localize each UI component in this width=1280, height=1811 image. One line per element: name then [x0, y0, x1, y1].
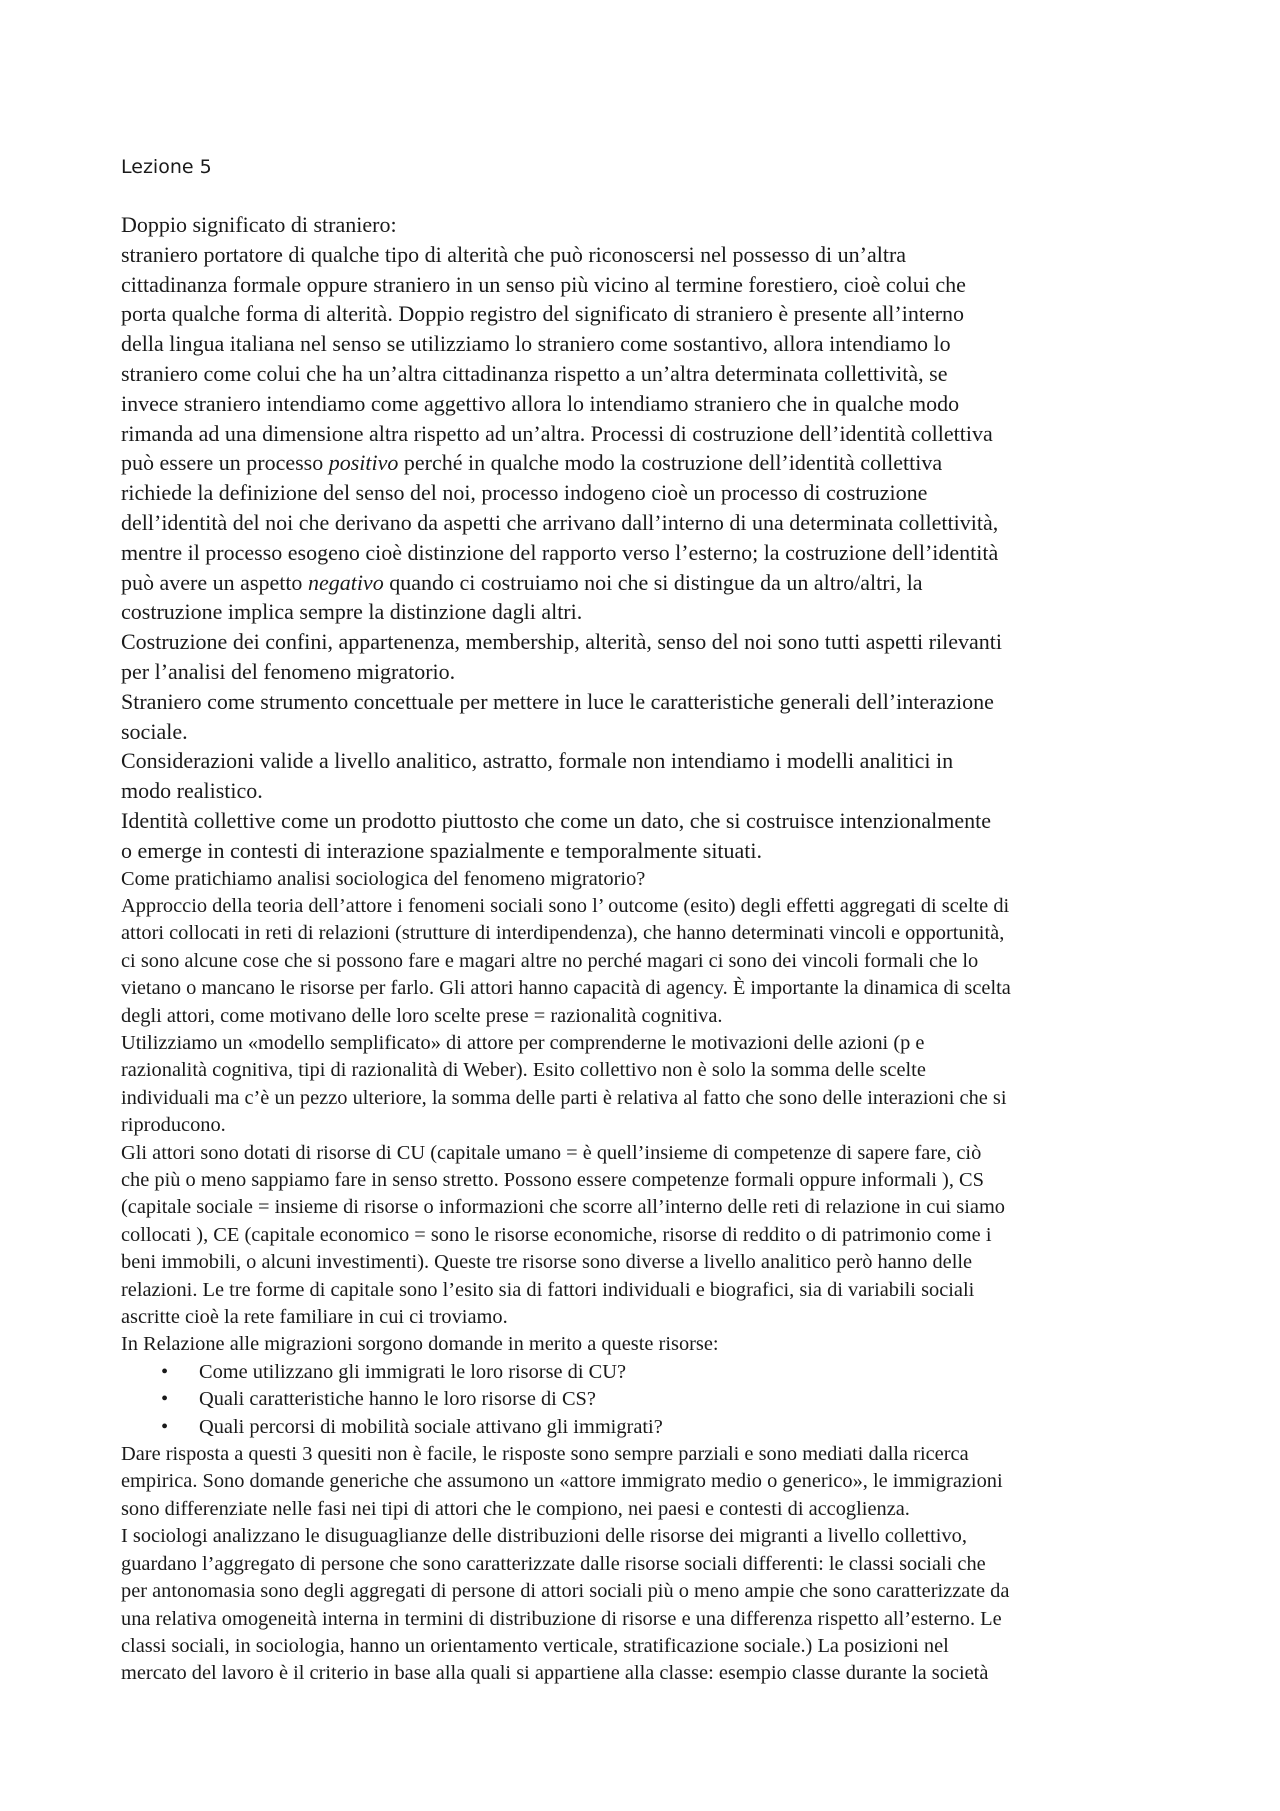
paragraph-teoria-attore — [121, 893, 1181, 1030]
text-fragment: può avere un aspetto — [121, 569, 308, 595]
text-line: relazioni. Le tre forme di capitale sono l’esito sia di fattori individuali e biografici, sia di variabili sociali — [121, 1278, 975, 1301]
text-line — [121, 568, 1181, 598]
text-fragment: perché in qualche modo la costruzione dell’identità collettiva — [398, 450, 943, 476]
paragraph-identita-collettive — [121, 806, 1181, 866]
section-heading: Doppio significato di straniero: — [121, 212, 397, 237]
text-line: Utilizziamo un «modello semplificato» di attore per comprenderne le motivazioni delle azioni (p e — [121, 1031, 925, 1054]
paragraph-risorse-capitale — [121, 1140, 1181, 1332]
text-line: richiede la definizione del senso del noi, processo indogeno cioè un processo di costruzione — [121, 480, 928, 506]
text-line: porta qualche forma di alterità. Doppio registro del significato di straniero è presente all’interno — [121, 301, 965, 327]
text-line: I sociologi analizzano le disuguaglianze delle distribuzioni delle risorse dei migranti a livello collettivo, — [121, 1525, 967, 1548]
text-line — [121, 448, 1181, 478]
text-line: Dare risposta a questi 3 quesiti non è facile, le risposte sono sempre parziali e sono mediati dalla ricerca — [121, 1443, 969, 1466]
text-line: della lingua italiana nel senso se utilizziamo lo straniero come sostantivo, allora intendiamo lo — [121, 331, 951, 357]
list-item-text: Come utilizzano gli immigrati le loro risorse di CU? — [199, 1360, 626, 1383]
text-line: beni immobili, o alcuni investimenti). Queste tre risorse sono diverse a livello analitico però hanno delle — [121, 1251, 973, 1274]
list-item — [121, 1359, 1181, 1386]
bullet-icon: • — [161, 1360, 169, 1383]
section-question: Come pratichiamo analisi sociologica del fenomeno migratorio? — [121, 867, 646, 890]
text-line: cittadinanza formale oppure straniero in un senso più vicino al termine forestiero, cioè colui che — [121, 271, 966, 297]
emphasis-negativo: negativo — [307, 569, 384, 595]
paragraph-strumento-concettuale — [121, 687, 1181, 747]
text-line: ci sono alcune cose che si possono fare e magari altre no perché magari ci sono dei vincoli formali che lo — [121, 949, 979, 972]
text-line: rimanda ad una dimensione altra rispetto ad un’altra. Processi di costruzione dell’identità collettiva — [121, 420, 993, 446]
paragraph-straniero-meaning — [121, 240, 1181, 627]
text-line: Approccio della teoria dell’attore i fenomeni sociali sono l’ outcome (esito) degli effetti aggregati di scelte di — [121, 894, 1010, 917]
emphasis-positivo: positivo — [328, 450, 399, 476]
text-line: che più o meno sappiamo fare in senso stretto. Possono essere competenze formali oppure informali ), CS — [121, 1169, 984, 1191]
text-fragment: quando ci costruiamo noi che si distingue da un altro/altri, la — [383, 569, 923, 595]
text-line: classi sociali, in sociologia, hanno un orientamento verticale, stratificazione sociale.) La posizioni nel — [121, 1634, 949, 1657]
text-line: empirica. Sono domande generiche che assumono un «attore immigrato medio o generico», le immigrazioni — [121, 1470, 1003, 1493]
text-line: Costruzione dei confini, appartenenza, membership, alterità, senso del noi sono tutti aspetti rilevanti — [121, 629, 1002, 655]
text-line: o emerge in contesti di interazione spazialmente e temporalmente situati. — [121, 837, 763, 863]
text-line: sono differenziate nelle fasi nei tipi di attori che le compiono, nei paesi e contesti di accoglienza. — [121, 1497, 910, 1520]
list-item — [121, 1414, 1181, 1441]
text-line: costruzione implica sempre la distinzione dagli altri. — [121, 599, 583, 625]
paragraph-domande-intro: In Relazione alle migrazioni sorgono domande in merito a queste risorse: — [121, 1333, 719, 1356]
text-line: Identità collettive come un prodotto piuttosto che come un dato, che si costruisce intenzionalmente — [121, 807, 991, 833]
paragraph-confini — [121, 627, 1181, 687]
paragraph-considerazioni — [121, 746, 1181, 806]
text-line: sociale. — [121, 718, 188, 744]
text-line: mercato del lavoro è il criterio in base alla quali si appartiene alla classe: esempio classe durante la società — [121, 1662, 989, 1685]
list-item — [121, 1386, 1181, 1413]
text-line: straniero come colui che ha un’altra cittadinanza rispetto a un’altra determinata collettività, se — [121, 360, 948, 386]
text-line: straniero portatore di qualche tipo di alterità che può riconoscersi nel possesso di un’altra — [121, 241, 907, 267]
text-line: per l’analisi del fenomeno migratorio. — [121, 658, 456, 684]
text-line: attori collocati in reti di relazioni (strutture di interdipendenza), che hanno determinati vincoli e opportunità, — [121, 922, 1005, 945]
list-item-text: Quali percorsi di mobilità sociale attivano gli immigrati? — [199, 1415, 663, 1438]
text-line: riproducono. — [121, 1114, 226, 1137]
text-line: vietano o mancano le risorse per farlo. Gli attori hanno capacità di agency. È importante la dinamica di scelta — [121, 977, 1011, 1000]
text-line: mentre il processo esogeno cioè distinzione del rapporto verso l’esterno; la costruzione dell’identità — [121, 539, 999, 565]
lesson-title: Lezione 5 — [121, 156, 212, 178]
text-line: (capitale sociale = insieme di risorse o informazioni che scorre all’interno delle reti di relazione in cui siamo — [121, 1196, 1005, 1219]
text-line: modo realistico. — [121, 778, 263, 804]
text-line: Gli attori sono dotati di risorse di CU (capitale umano = è quell’insieme di competenze di sapere fare, ciò — [121, 1141, 982, 1164]
text-line: guardano l’aggregato di persone che sono caratterizzate dalle risorse sociali differenti: le classi sociali che — [121, 1552, 986, 1575]
section-straniero — [121, 210, 1181, 866]
bullet-list — [121, 1359, 1181, 1441]
text-line: invece straniero intendiamo come aggettivo allora lo intendiamo straniero che in qualche modo — [121, 390, 960, 416]
text-fragment: può essere un processo — [121, 450, 329, 476]
text-line: per antonomasia sono degli aggregati di persone di attori sociali più o meno ampie che sono caratterizzate da — [121, 1580, 1010, 1603]
paragraph-modello-semplificato — [121, 1030, 1181, 1140]
text-line: Considerazioni valide a livello analitico, astratto, formale non intendiamo i modelli analitici in — [121, 748, 954, 774]
text-line: collocati ), CE (capitale economico = sono le risorse economiche, risorse di reddito o di patrimonio come i — [121, 1223, 992, 1246]
text-line: dell’identità del noi che derivano da aspetti che arrivano dall’interno di una determinata collettività, — [121, 509, 999, 535]
text-line: degli attori, come motivano delle loro scelte prese = razionalità cognitiva. — [121, 1004, 723, 1027]
text-line: razionalità cognitiva, tipi di razionalità di Weber). Esito collettivo non è solo la somma delle scelte — [121, 1059, 926, 1082]
list-item-text: Quali caratteristiche hanno le loro risorse di CS? — [199, 1388, 596, 1411]
document-body — [121, 210, 1181, 1688]
text-line: Straniero come strumento concettuale per mettere in luce le caratteristiche generali dell’interazione — [121, 688, 994, 714]
paragraph-disuguaglianze — [121, 1523, 1181, 1687]
paragraph-risposta-quesiti — [121, 1441, 1181, 1523]
section-analisi-sociologica — [121, 866, 1181, 1688]
text-line: una relativa omogeneità interna in termini di distribuzione di risorse e una differenza rispetto all’esterno. Le — [121, 1607, 1002, 1630]
bullet-icon: • — [161, 1388, 169, 1411]
text-line: ascritte cioè la rete familiare in cui ci troviamo. — [121, 1306, 508, 1329]
text-line: individuali ma c’è un pezzo ulteriore, la somma delle parti è relativa al fatto che sono delle interazioni che si — [121, 1086, 1007, 1109]
bullet-icon: • — [161, 1415, 169, 1438]
